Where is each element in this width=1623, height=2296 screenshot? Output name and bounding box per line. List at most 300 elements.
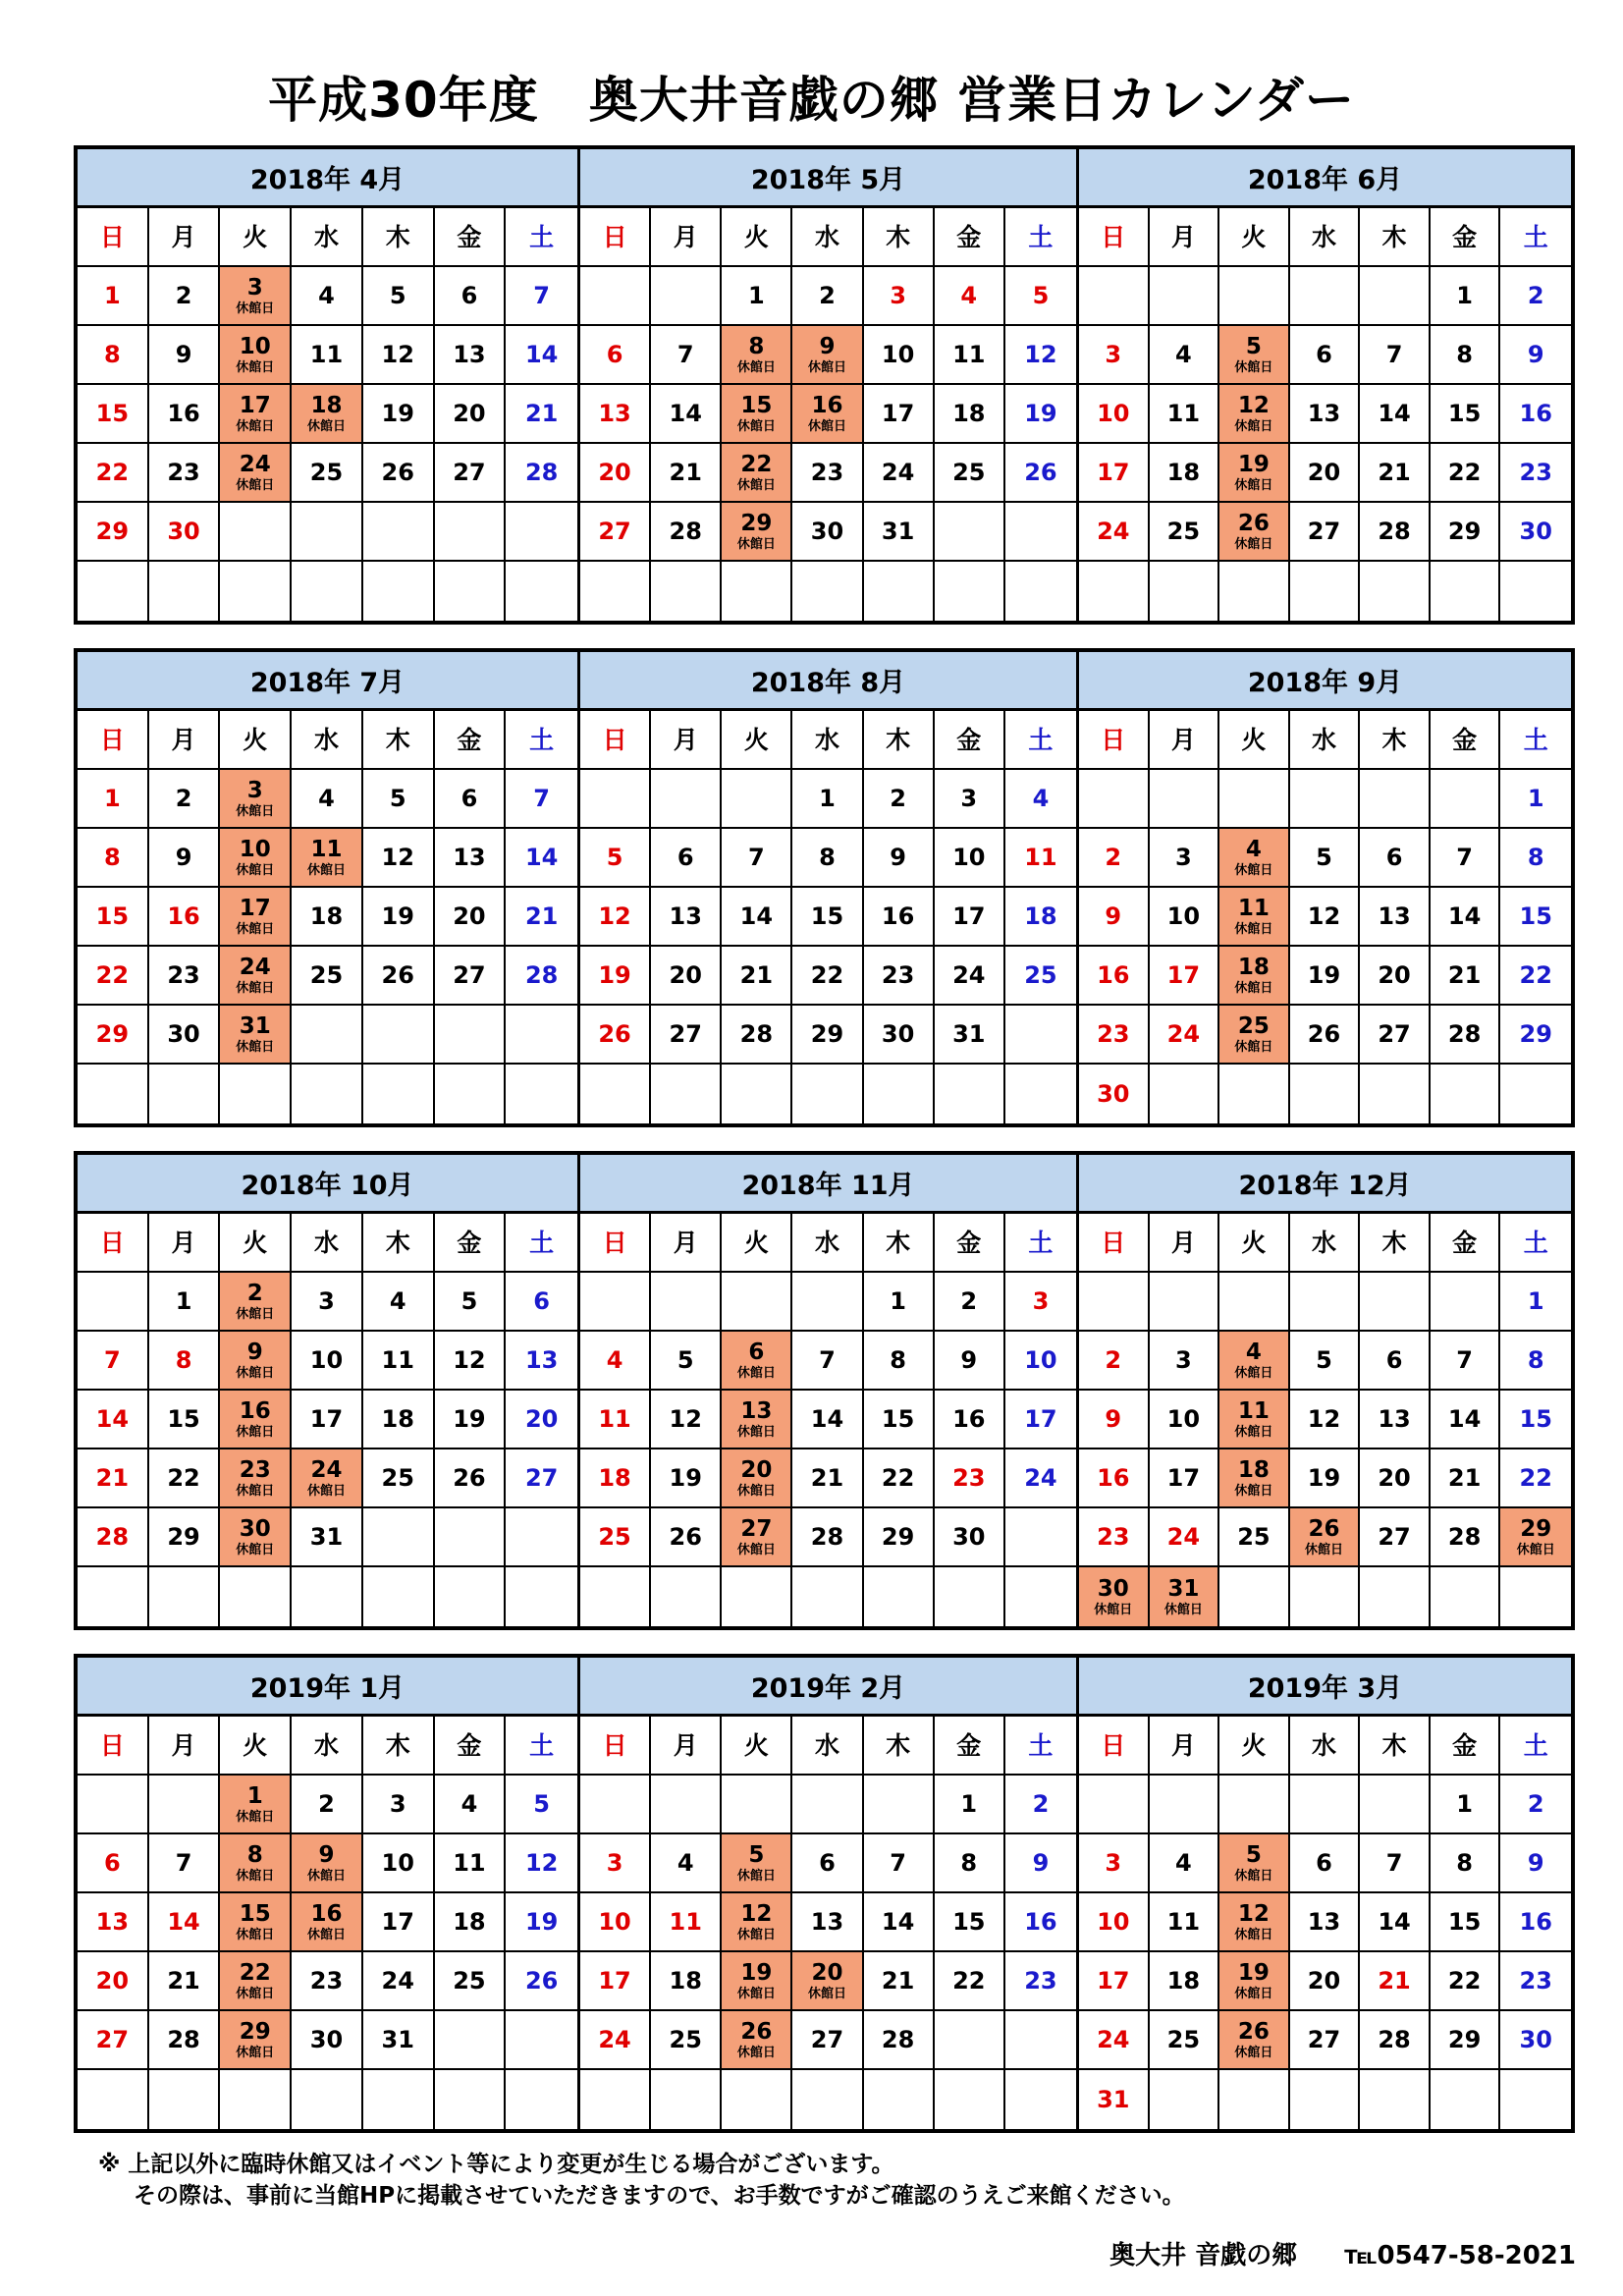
calendar-quarter: [74, 145, 1575, 625]
day-cell: [435, 385, 507, 444]
closed-day-cell: [1219, 385, 1290, 444]
day-cell: [1219, 2070, 1290, 2129]
day-number: 22: [1519, 961, 1552, 989]
day-cell: [935, 1952, 1005, 2011]
note-line-1: ※ 上記以外に臨時休館又はイベント等により変更が生じる場合がございます。: [98, 2152, 894, 2177]
day-number: 24: [1097, 518, 1130, 545]
day-cell: [435, 1893, 507, 1952]
day-cell: [292, 503, 363, 562]
weekday-header: 金: [1431, 1717, 1501, 1776]
day-number: 17: [1166, 961, 1201, 989]
day-cell: [935, 1834, 1005, 1893]
day-number: 24: [598, 2026, 631, 2053]
day-number: 28: [810, 1523, 844, 1551]
closed-label: 休館日: [1094, 1602, 1133, 1617]
day-cell: [1500, 326, 1571, 385]
day-cell: [1079, 1508, 1150, 1567]
closed-day-cell: [1219, 1893, 1290, 1952]
day-grid: [1079, 208, 1571, 621]
closed-label: 休館日: [236, 980, 275, 996]
day-number: 7: [1385, 341, 1403, 368]
day-cell: [1219, 1567, 1290, 1626]
day-cell: [435, 2011, 507, 2070]
weekday-header: 火: [722, 1214, 792, 1273]
closed-label: 休館日: [736, 1542, 776, 1558]
page-title: 平成30年度 奥大井音戯の郷 営業日カレンダー: [268, 72, 1355, 129]
day-cell: [1150, 1449, 1220, 1508]
day-cell: [792, 1449, 863, 1508]
day-number: 17: [952, 902, 986, 930]
day-number: 12: [381, 844, 414, 871]
day-number: 3: [246, 777, 263, 803]
day-cell: [1290, 1391, 1361, 1449]
day-number: 11: [952, 341, 986, 368]
day-cell: [78, 1834, 149, 1893]
weekday-header: 火: [1219, 208, 1290, 267]
weekday-header: 水: [792, 1717, 863, 1776]
day-cell: [363, 1567, 435, 1626]
day-number: 30: [810, 518, 844, 545]
day-cell: [1500, 2070, 1571, 2129]
day-cell: [1079, 1449, 1150, 1508]
day-cell: [1150, 1834, 1220, 1893]
day-cell: [792, 1567, 863, 1626]
day-number: 11: [1166, 1908, 1201, 1936]
weekday-header: 水: [292, 711, 363, 770]
day-cell: [1219, 1273, 1290, 1332]
day-number: 25: [453, 1967, 486, 1995]
day-cell: [864, 829, 935, 888]
day-cell: [1079, 1006, 1150, 1065]
day-cell: [292, 1776, 363, 1834]
day-number: 19: [524, 1908, 559, 1936]
day-number: 3: [1105, 1849, 1122, 1877]
day-number: 28: [524, 961, 559, 989]
day-number: 23: [167, 459, 200, 486]
weekday-header: 水: [292, 1717, 363, 1776]
weekday-header: 水: [792, 1214, 863, 1273]
weekday-header: 土: [1005, 1717, 1076, 1776]
day-cell: [580, 1391, 651, 1449]
calendar-quarter: [74, 1151, 1575, 1630]
day-number: 2: [960, 1287, 978, 1315]
day-cell: [149, 1834, 221, 1893]
day-number: 7: [1456, 1346, 1473, 1374]
day-number: 14: [524, 844, 559, 871]
weekday-header: 金: [1431, 208, 1501, 267]
day-cell: [1005, 267, 1076, 326]
day-number: 25: [1237, 1523, 1271, 1551]
day-number: 22: [95, 459, 130, 486]
weekday-header: 火: [1219, 1214, 1290, 1273]
day-cell: [651, 770, 722, 829]
day-cell: [580, 1449, 651, 1508]
day-cell: [935, 503, 1005, 562]
day-cell: [792, 1834, 863, 1893]
day-number: 2: [1527, 1790, 1544, 1818]
day-number: 25: [1024, 961, 1057, 989]
day-number: 5: [1316, 1346, 1332, 1374]
day-number: 18: [453, 1908, 486, 1936]
day-number: 15: [740, 392, 773, 418]
day-cell: [149, 2070, 221, 2129]
closed-day-cell: [1219, 888, 1290, 947]
day-number: 4: [1245, 836, 1262, 862]
day-cell: [1079, 326, 1150, 385]
day-cell: [1360, 267, 1431, 326]
closed-day-cell: [1219, 1391, 1290, 1449]
month-block: [78, 1155, 577, 1626]
day-number: 17: [1097, 1967, 1130, 1995]
closed-day-cell: [1079, 1567, 1150, 1626]
weekday-header: 水: [1290, 1214, 1361, 1273]
day-number: 15: [95, 400, 130, 427]
day-number: 31: [239, 1012, 271, 1039]
day-number: 21: [1447, 1464, 1482, 1492]
day-number: 26: [381, 961, 414, 989]
day-cell: [651, 1391, 722, 1449]
day-number: 23: [239, 1456, 271, 1483]
day-cell: [363, 1893, 435, 1952]
weekday-header: 木: [864, 1214, 935, 1273]
day-cell: [864, 2011, 935, 2070]
closed-day-cell: [722, 1834, 792, 1893]
day-cell: [1431, 1449, 1501, 1508]
day-cell: [1500, 1893, 1571, 1952]
month-block: [577, 149, 1076, 621]
day-number: 4: [960, 282, 978, 309]
day-cell: [1005, 2070, 1076, 2129]
weekday-header: 金: [1431, 1214, 1501, 1273]
day-cell: [792, 1776, 863, 1834]
day-number: 25: [309, 961, 344, 989]
day-cell: [722, 829, 792, 888]
day-cell: [651, 326, 722, 385]
day-number: 19: [1237, 1959, 1270, 1986]
day-cell: [149, 385, 221, 444]
day-cell: [1079, 444, 1150, 503]
weekday-header: 月: [149, 1717, 221, 1776]
day-cell: [1079, 1776, 1150, 1834]
day-number: 19: [1307, 1464, 1341, 1492]
month-block: [577, 652, 1076, 1123]
day-grid: [1079, 711, 1571, 1123]
day-cell: [1005, 1449, 1076, 1508]
day-cell: [1290, 385, 1361, 444]
day-number: 6: [748, 1339, 765, 1365]
day-number: 18: [669, 1967, 702, 1995]
weekday-header: 土: [506, 1717, 577, 1776]
day-number: 20: [1378, 1464, 1411, 1492]
day-cell: [651, 947, 722, 1006]
day-cell: [580, 385, 651, 444]
day-cell: [792, 1273, 863, 1332]
day-number: 14: [167, 1908, 200, 1936]
closed-label: 休館日: [1234, 418, 1273, 434]
day-number: 19: [669, 1464, 702, 1492]
day-number: 7: [533, 785, 550, 812]
day-number: 13: [1378, 1405, 1411, 1433]
day-number: 8: [104, 844, 121, 871]
day-cell: [435, 326, 507, 385]
day-cell: [1290, 1449, 1361, 1508]
day-number: 16: [310, 1900, 343, 1927]
day-number: 21: [739, 961, 774, 989]
day-number: 22: [95, 961, 130, 989]
day-cell: [1360, 1776, 1431, 1834]
closed-label: 休館日: [1234, 1986, 1273, 2001]
day-number: 8: [890, 1346, 906, 1374]
day-number: 6: [460, 282, 478, 309]
weekday-header: 火: [722, 208, 792, 267]
weekday-header: 土: [1500, 711, 1571, 770]
weekday-header: 木: [363, 711, 435, 770]
day-number: 22: [167, 1464, 200, 1492]
day-cell: [149, 326, 221, 385]
day-number: 31: [881, 518, 915, 545]
day-cell: [1431, 1273, 1501, 1332]
day-cell: [792, 444, 863, 503]
day-number: 27: [1378, 1523, 1411, 1551]
day-number: 30: [1097, 1575, 1129, 1602]
day-number: 16: [167, 902, 200, 930]
closed-day-cell: [1150, 1567, 1220, 1626]
day-cell: [1150, 1893, 1220, 1952]
day-cell: [1005, 1273, 1076, 1332]
day-number: 25: [381, 1464, 414, 1492]
day-number: 30: [952, 1523, 986, 1551]
day-number: 2: [175, 785, 192, 812]
day-cell: [363, 503, 435, 562]
day-cell: [651, 503, 722, 562]
day-cell: [792, 1391, 863, 1449]
day-cell: [935, 1006, 1005, 1065]
day-cell: [1290, 770, 1361, 829]
day-cell: [580, 2070, 651, 2129]
day-number: 20: [453, 400, 486, 427]
closed-day-cell: [1219, 1449, 1290, 1508]
weekday-header: 土: [1005, 208, 1076, 267]
day-number: 29: [810, 1020, 844, 1048]
day-cell: [864, 1893, 935, 1952]
day-cell: [292, 1065, 363, 1123]
day-number: 16: [1519, 1908, 1552, 1936]
closed-day-cell: [220, 385, 292, 444]
day-cell: [651, 1567, 722, 1626]
month-block: [1076, 1155, 1571, 1626]
day-cell: [1431, 1893, 1501, 1952]
day-number: 7: [676, 341, 694, 368]
day-cell: [651, 444, 722, 503]
closed-day-cell: [220, 770, 292, 829]
day-cell: [363, 2011, 435, 2070]
day-number: 24: [310, 1456, 343, 1483]
day-number: 6: [533, 1287, 550, 1315]
footer: [1109, 2235, 1576, 2271]
day-number: 22: [1447, 1967, 1482, 1995]
day-cell: [220, 503, 292, 562]
weekday-header: 水: [792, 208, 863, 267]
day-cell: [292, 1567, 363, 1626]
day-number: 9: [1527, 1849, 1544, 1877]
day-cell: [1431, 1006, 1501, 1065]
closed-day-cell: [220, 1391, 292, 1449]
day-number: 26: [1307, 1020, 1341, 1048]
day-number: 4: [318, 785, 335, 812]
day-number: 12: [1237, 392, 1270, 418]
day-number: 14: [1447, 902, 1482, 930]
facility-name: 奥大井 音戯の郷: [1109, 2241, 1298, 2270]
day-number: 5: [1245, 333, 1262, 359]
day-number: 9: [246, 1339, 263, 1365]
day-cell: [1431, 562, 1501, 621]
day-cell: [1150, 562, 1220, 621]
day-number: 16: [239, 1397, 271, 1424]
month-title: 2018年 9月: [1079, 652, 1571, 711]
closed-label: 休館日: [1304, 1542, 1343, 1558]
weekday-header: 木: [363, 1214, 435, 1273]
day-cell: [292, 2070, 363, 2129]
day-cell: [506, 1508, 577, 1567]
day-cell: [1290, 1952, 1361, 2011]
day-grid: [580, 208, 1076, 621]
month-title: 2019年 3月: [1079, 1658, 1571, 1717]
day-number: 14: [669, 400, 702, 427]
day-cell: [363, 1449, 435, 1508]
day-cell: [1431, 1952, 1501, 2011]
day-cell: [651, 1776, 722, 1834]
day-number: 14: [810, 1405, 844, 1433]
day-cell: [1079, 829, 1150, 888]
day-cell: [1360, 1508, 1431, 1567]
day-cell: [1290, 503, 1361, 562]
closed-label: 休館日: [236, 1483, 275, 1499]
day-cell: [1219, 770, 1290, 829]
day-cell: [792, 888, 863, 947]
day-cell: [149, 562, 221, 621]
closed-day-cell: [220, 326, 292, 385]
day-cell: [1431, 2011, 1501, 2070]
day-cell: [1005, 562, 1076, 621]
day-number: 5: [389, 282, 406, 309]
closed-label: 休館日: [1234, 2045, 1273, 2060]
day-cell: [1360, 1006, 1431, 1065]
day-number: 7: [533, 282, 550, 309]
day-cell: [78, 503, 149, 562]
day-number: 10: [881, 341, 915, 368]
day-cell: [864, 947, 935, 1006]
day-number: 3: [1105, 341, 1122, 368]
day-grid: [78, 1214, 577, 1626]
day-number: 5: [389, 785, 406, 812]
day-cell: [78, 1567, 149, 1626]
day-number: 3: [1175, 1346, 1192, 1374]
day-number: 18: [310, 392, 343, 418]
day-cell: [1290, 562, 1361, 621]
day-number: 21: [1447, 961, 1482, 989]
day-number: 8: [175, 1346, 192, 1374]
day-cell: [864, 562, 935, 621]
month-title: 2018年 12月: [1079, 1155, 1571, 1214]
day-cell: [435, 829, 507, 888]
day-cell: [935, 1332, 1005, 1391]
day-number: 6: [819, 1849, 836, 1877]
day-cell: [506, 562, 577, 621]
day-number: 8: [1456, 341, 1473, 368]
day-cell: [1219, 1065, 1290, 1123]
weekday-header: 木: [1360, 208, 1431, 267]
closed-label: 休館日: [807, 359, 846, 375]
closed-day-cell: [292, 1834, 363, 1893]
closed-label: 休館日: [1234, 1365, 1273, 1381]
weekday-header: 月: [1150, 711, 1220, 770]
day-cell: [935, 385, 1005, 444]
day-number: 16: [952, 1405, 986, 1433]
weekday-header: 日: [1079, 1214, 1150, 1273]
day-number: 30: [239, 1515, 271, 1542]
day-number: 7: [104, 1346, 121, 1374]
day-number: 30: [167, 1020, 200, 1048]
closed-day-cell: [722, 326, 792, 385]
day-cell: [1500, 1449, 1571, 1508]
day-number: 2: [890, 785, 906, 812]
day-cell: [935, 829, 1005, 888]
day-grid: [78, 1717, 577, 2129]
day-cell: [363, 1776, 435, 1834]
day-cell: [363, 267, 435, 326]
weekday-header: 月: [149, 208, 221, 267]
day-number: 15: [881, 1405, 915, 1433]
day-cell: [1500, 385, 1571, 444]
day-cell: [1079, 947, 1150, 1006]
day-cell: [935, 2070, 1005, 2129]
day-number: 4: [1175, 341, 1192, 368]
day-number: 10: [1097, 1908, 1130, 1936]
weekday-header: 金: [435, 711, 507, 770]
closed-day-cell: [1219, 1952, 1290, 2011]
day-cell: [363, 562, 435, 621]
closed-day-cell: [220, 829, 292, 888]
day-cell: [78, 1065, 149, 1123]
day-cell: [935, 326, 1005, 385]
day-cell: [1500, 444, 1571, 503]
day-number: 27: [740, 1515, 773, 1542]
day-number: 27: [669, 1020, 702, 1048]
day-cell: [1360, 1065, 1431, 1123]
day-cell: [363, 888, 435, 947]
day-cell: [722, 1273, 792, 1332]
day-cell: [78, 267, 149, 326]
day-cell: [78, 2070, 149, 2129]
closed-label: 休館日: [736, 1365, 776, 1381]
day-number: 19: [740, 1959, 773, 1986]
day-cell: [1150, 1952, 1220, 2011]
day-cell: [580, 1332, 651, 1391]
day-cell: [580, 562, 651, 621]
day-number: 8: [1527, 1346, 1544, 1374]
day-number: 27: [1307, 2026, 1341, 2053]
day-number: 28: [669, 518, 702, 545]
day-cell: [864, 326, 935, 385]
closed-label: 休館日: [736, 1483, 776, 1499]
day-number: 7: [1456, 844, 1473, 871]
day-cell: [78, 1273, 149, 1332]
day-cell: [149, 770, 221, 829]
closed-label: 休館日: [1516, 1542, 1555, 1558]
day-number: 13: [810, 1908, 844, 1936]
day-grid: [580, 1214, 1076, 1626]
day-cell: [506, 326, 577, 385]
